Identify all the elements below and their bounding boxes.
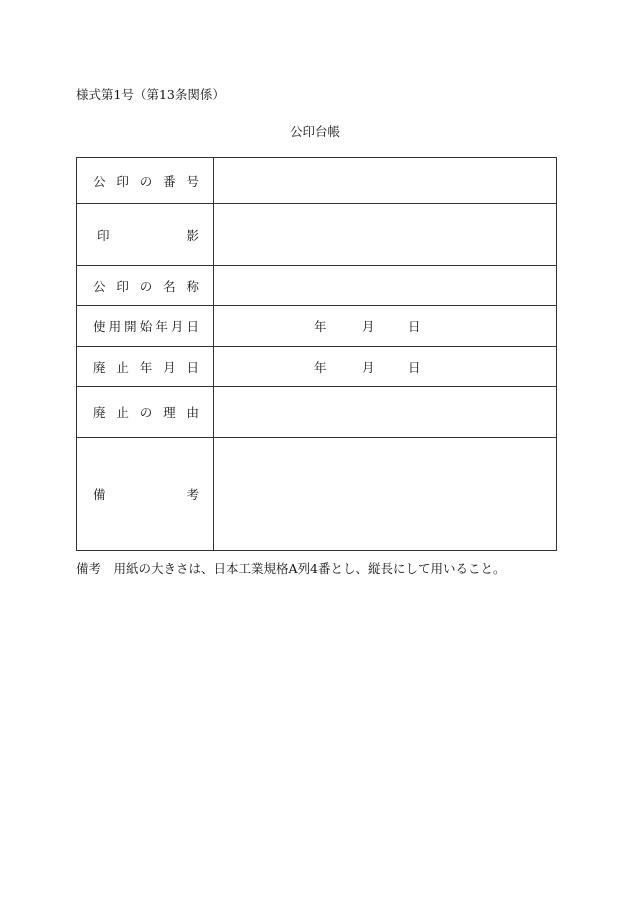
document-title: 公印台帳 — [289, 124, 340, 139]
day-unit: 日 — [408, 359, 421, 375]
form-number: 様式第1号（第13条関係） — [76, 87, 225, 102]
row-label: 廃止年月日 — [93, 359, 199, 375]
table-row — [77, 347, 557, 387]
table-row — [77, 266, 557, 306]
row-label: 使用開始年月日 — [93, 319, 199, 334]
month-unit: 月 — [362, 359, 375, 375]
year-unit: 年 — [314, 359, 327, 375]
year-unit: 年 — [314, 319, 327, 334]
seal-name-cell[interactable] — [214, 266, 557, 306]
row-label: 備考 — [93, 487, 199, 502]
remarks-cell[interactable] — [214, 438, 557, 551]
table-row — [77, 306, 557, 347]
row-label: 印影 — [97, 227, 199, 243]
table-row — [77, 204, 557, 266]
month-unit: 月 — [362, 319, 375, 334]
table-row — [77, 438, 557, 551]
row-label: 公印の番号 — [93, 173, 199, 189]
start-date-cell[interactable] — [214, 306, 557, 347]
table-row — [77, 158, 557, 204]
seal-impression-cell[interactable] — [214, 204, 557, 266]
row-label: 公印の名称 — [93, 278, 199, 294]
abolition-reason-cell[interactable] — [214, 387, 557, 438]
table-row — [77, 387, 557, 438]
seal-number-cell[interactable] — [214, 158, 557, 204]
footer-note: 備考 用紙の大きさは、日本工業規格A列4番とし、縦長にして用いること。 — [76, 561, 506, 576]
day-unit: 日 — [408, 319, 421, 334]
row-label: 廃止の理由 — [93, 405, 199, 420]
seal-register-table — [76, 157, 557, 551]
abolition-date-cell[interactable] — [214, 347, 557, 387]
